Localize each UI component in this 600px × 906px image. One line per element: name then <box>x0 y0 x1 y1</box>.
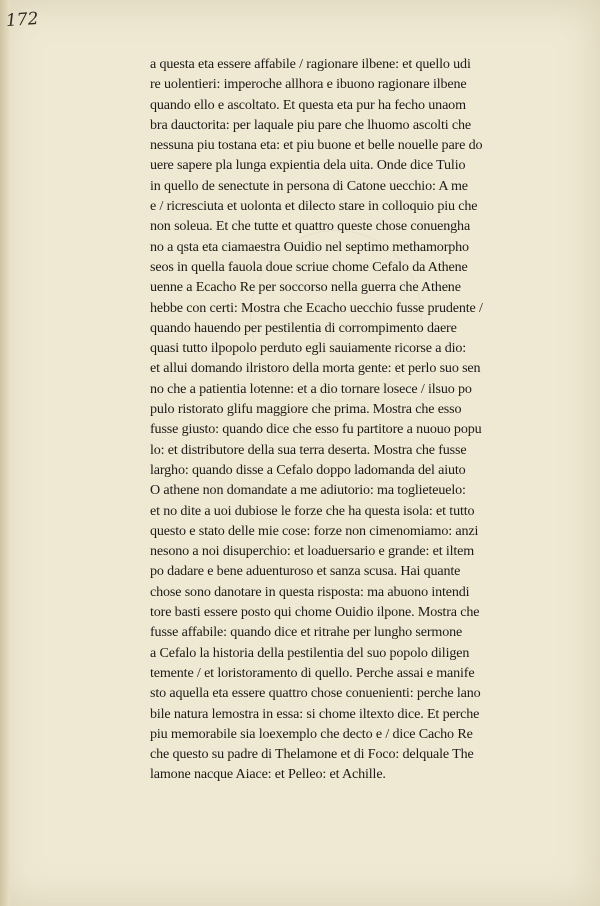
text-line: non soleua. Et che tutte et quattro queste chose conuengha <box>150 218 471 235</box>
text-line: re uolentieri: imperoche allhora e ibuono ragionare ilbene <box>150 76 467 93</box>
text-line: et allui domando ilristoro della morta gente: et perlo suo sen <box>150 360 481 377</box>
text-line: bra dauctorita: per laquale piu pare che lhuomo ascolti che <box>150 116 472 133</box>
text-line: no a qsta eta ciamaestra Ouidio nel septimo methamorpho <box>150 238 469 255</box>
text-line: uenne a Ecacho Re per soccorso nella guerra che Athene <box>150 279 461 296</box>
text-line: O athene non domandate a me adiutorio: ma toglieteuelo: <box>150 482 466 499</box>
text-line: po dadare e bene aduenturoso et sanza scusa. Hai quante <box>150 563 461 580</box>
text-line: pulo ristorato glifu maggiore che prima. Mostra che esso <box>150 401 462 418</box>
text-line: nessuna piu tostana eta: et piu buone et belle nouelle pare do <box>150 137 483 154</box>
text-line: a questa eta essere affabile / ragionare ilbene: et quello udi <box>150 56 471 72</box>
text-line: a Cefalo la historia della pestilentia del suo popolo diligen <box>150 644 470 661</box>
text-line: lamone nacque Aiace: et Pelleo: et Achille. <box>150 766 386 783</box>
text-line: fusse giusto: quando dice che esso fu partitore a nuouo popu <box>150 421 482 438</box>
text-line: et no dite a uoi dubiose le forze che ha questa isola: et tutto <box>150 502 475 519</box>
text-line: tore basti essere posto qui chome Ouidio ilpone. Mostra che <box>150 604 480 621</box>
text-line: sto aquella eta essere quattro chose conuenienti: perche lano <box>150 685 481 702</box>
page-edge <box>0 0 10 906</box>
text-line: piu memorabile sia loexemplo che decto e / dice Cacho Re <box>150 725 473 742</box>
text-line: bile natura lemostra in essa: si chome iltexto dice. Et perche <box>150 705 480 722</box>
text-line: seos in quella fauola doue scriue chome Cefalo da Athene <box>150 258 468 275</box>
text-line: hebbe con certi: Mostra che Ecacho uecchio fusse prudente / <box>150 299 483 316</box>
text-line: nesono a noi disuperchio: et loaduersario e grande: et iltem <box>150 543 475 560</box>
text-line: fusse affabile: quando dice et ritrahe per lungho sermone <box>150 624 463 641</box>
folio-number: 172 <box>5 8 40 32</box>
text-line: questo e stato delle mie cose: forze non cimenomiamo: anzi <box>150 522 479 539</box>
text-line: uere sapere pla lunga expientia dela uita. Onde dice Tulio <box>150 157 466 174</box>
text-line: in quello de senectute in persona di Catone uecchio: A me <box>150 177 468 194</box>
text-line: e / ricresciuta et uolonta et dilecto stare in colloquio piu che <box>150 198 478 215</box>
text-line: quasi tutto ilpopolo perduto egli sauiamente ricorse a dio: <box>150 340 467 357</box>
text-line: quando hauendo per pestilentia di corrompimento daere <box>150 319 457 336</box>
text-line: no che a patientia lotenne: et a dio tornare losece / ilsuo po <box>150 380 472 397</box>
text-line: che questo su padre di Thelamone et di Foco: delquale The <box>150 746 474 763</box>
text-line: lo: et distributore della sua terra deserta. Mostra che fusse <box>150 441 467 458</box>
text-line: temente / et loristoramento di quello. Perche assai e manife <box>150 664 475 681</box>
text-column <box>150 54 550 785</box>
text-line: chose sono danotare in questa risposta: ma abuono intendi <box>150 583 470 600</box>
text-line: quando ello e ascoltato. Et questa eta pur ha fecho unaom <box>150 96 466 113</box>
text-line: largho: quando disse a Cefalo doppo ladomanda del aiuto <box>150 461 466 478</box>
